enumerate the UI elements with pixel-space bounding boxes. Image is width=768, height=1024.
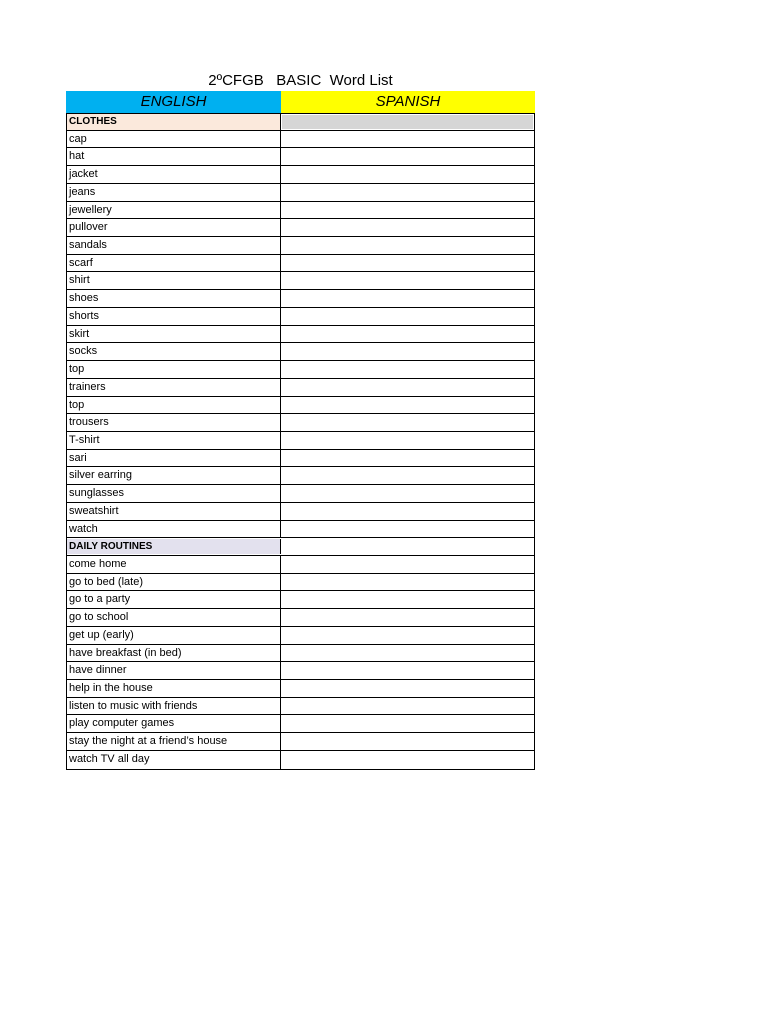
table-row	[67, 698, 534, 716]
table-row	[67, 131, 534, 149]
table-row	[67, 574, 534, 592]
spanish-translation-cell[interactable]	[281, 166, 534, 183]
english-word-cell: hat	[67, 148, 281, 165]
spanish-translation-cell[interactable]	[281, 202, 534, 219]
spanish-translation-cell[interactable]	[281, 343, 534, 360]
section-title-cell: DAILY ROUTINES	[67, 539, 281, 554]
word-list-table	[66, 91, 535, 770]
table-row	[67, 414, 534, 432]
spanish-translation-cell[interactable]	[281, 272, 534, 289]
table-row	[67, 680, 534, 698]
english-word-cell: scarf	[67, 255, 281, 272]
english-word-cell: sweatshirt	[67, 503, 281, 520]
table-row	[67, 219, 534, 237]
spanish-translation-cell[interactable]	[281, 255, 534, 272]
english-word-cell: T-shirt	[67, 432, 281, 449]
spanish-translation-cell[interactable]	[281, 521, 534, 538]
spanish-translation-cell[interactable]	[281, 698, 534, 715]
spanish-translation-cell[interactable]	[281, 432, 534, 449]
spanish-translation-cell[interactable]	[281, 609, 534, 626]
spanish-translation-cell[interactable]	[281, 237, 534, 254]
spanish-translation-cell[interactable]	[281, 574, 534, 591]
spanish-translation-cell[interactable]	[281, 379, 534, 396]
section-header-row	[67, 113, 534, 131]
english-word-cell: top	[67, 397, 281, 414]
english-word-cell: watch TV all day	[67, 751, 281, 769]
page-title: 2ºCFGB BASIC Word List	[208, 72, 393, 89]
english-column-header: ENGLISH	[66, 91, 281, 113]
table-row	[67, 521, 534, 539]
spanish-translation-cell[interactable]	[281, 290, 534, 307]
table-row	[67, 609, 534, 627]
spanish-column-header: SPANISH	[281, 91, 535, 113]
table-row	[67, 166, 534, 184]
english-word-cell: jacket	[67, 166, 281, 183]
spanish-translation-cell[interactable]	[281, 627, 534, 644]
english-word-cell: watch	[67, 521, 281, 538]
spanish-translation-cell[interactable]	[281, 503, 534, 520]
spanish-translation-cell[interactable]	[281, 308, 534, 325]
english-word-cell: jewellery	[67, 202, 281, 219]
spanish-translation-cell[interactable]	[281, 538, 534, 555]
table-row	[67, 397, 534, 415]
english-word-cell: listen to music with friends	[67, 698, 281, 715]
english-word-cell: jeans	[67, 184, 281, 201]
table-row	[67, 148, 534, 166]
english-word-cell: pullover	[67, 219, 281, 236]
english-word-cell: shorts	[67, 308, 281, 325]
spanish-translation-cell[interactable]	[281, 450, 534, 467]
spanish-translation-cell[interactable]	[281, 414, 534, 431]
spanish-translation-cell[interactable]	[281, 485, 534, 502]
table-row	[67, 733, 534, 751]
spanish-translation-cell[interactable]	[281, 751, 534, 769]
english-word-cell: socks	[67, 343, 281, 360]
spanish-translation-cell[interactable]	[281, 467, 534, 484]
english-word-cell: go to school	[67, 609, 281, 626]
table-row	[67, 237, 534, 255]
english-word-cell: silver earring	[67, 467, 281, 484]
table-row	[67, 591, 534, 609]
table-row	[67, 255, 534, 273]
table-row	[67, 627, 534, 645]
section-header-row	[67, 538, 534, 556]
spanish-translation-cell[interactable]	[281, 397, 534, 414]
spanish-translation-cell[interactable]	[281, 733, 534, 750]
table-row	[67, 662, 534, 680]
english-word-cell: shirt	[67, 272, 281, 289]
table-row	[67, 503, 534, 521]
table-row	[67, 308, 534, 326]
table-row	[67, 450, 534, 468]
table-row	[67, 272, 534, 290]
spanish-translation-cell[interactable]	[281, 184, 534, 201]
spanish-translation-cell[interactable]	[281, 131, 534, 148]
english-word-cell: stay the night at a friend’s house	[67, 733, 281, 750]
spanish-translation-cell[interactable]	[281, 556, 534, 573]
section-title-cell: CLOTHES	[67, 114, 281, 130]
table-row	[67, 645, 534, 663]
spanish-translation-cell[interactable]	[281, 148, 534, 165]
spanish-translation-cell[interactable]	[281, 680, 534, 697]
spanish-translation-cell[interactable]	[281, 591, 534, 608]
table-row	[67, 202, 534, 220]
table-row	[67, 751, 534, 769]
spanish-translation-cell[interactable]	[281, 715, 534, 732]
spanish-translation-cell[interactable]	[281, 662, 534, 679]
table-header-row	[66, 91, 535, 113]
spanish-translation-cell[interactable]	[281, 361, 534, 378]
spanish-translation-cell[interactable]	[281, 326, 534, 343]
english-word-cell: cap	[67, 131, 281, 148]
table-row	[67, 485, 534, 503]
english-word-cell: sandals	[67, 237, 281, 254]
english-word-cell: have breakfast (in bed)	[67, 645, 281, 662]
table-row	[67, 343, 534, 361]
english-word-cell: go to bed (late)	[67, 574, 281, 591]
english-word-cell: help in the house	[67, 680, 281, 697]
table-body	[66, 113, 535, 770]
english-word-cell: get up (early)	[67, 627, 281, 644]
english-word-cell: trousers	[67, 414, 281, 431]
english-word-cell: shoes	[67, 290, 281, 307]
english-word-cell: have dinner	[67, 662, 281, 679]
table-row	[67, 432, 534, 450]
table-row	[67, 467, 534, 485]
spanish-translation-cell[interactable]	[281, 645, 534, 662]
table-row	[67, 715, 534, 733]
spanish-translation-cell[interactable]	[281, 219, 534, 236]
english-word-cell: trainers	[67, 379, 281, 396]
table-row	[67, 184, 534, 202]
spanish-translation-cell[interactable]	[282, 115, 533, 129]
table-row	[67, 556, 534, 574]
english-word-cell: sari	[67, 450, 281, 467]
english-word-cell: skirt	[67, 326, 281, 343]
english-word-cell: play computer games	[67, 715, 281, 732]
table-row	[67, 326, 534, 344]
english-word-cell: come home	[67, 556, 281, 573]
english-word-cell: top	[67, 361, 281, 378]
english-word-cell: go to a party	[67, 591, 281, 608]
english-word-cell: sunglasses	[67, 485, 281, 502]
table-row	[67, 290, 534, 308]
table-row	[67, 361, 534, 379]
table-row	[67, 379, 534, 397]
